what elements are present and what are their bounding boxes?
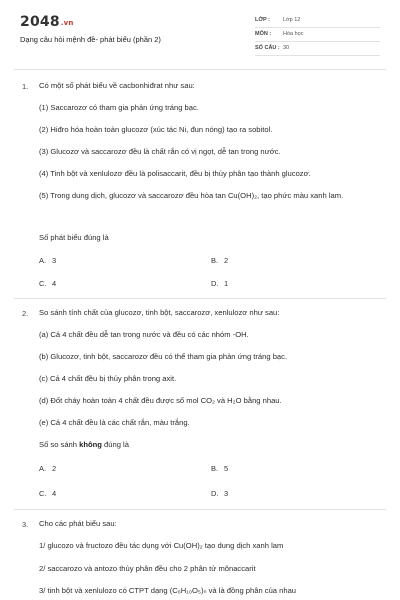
- question-2-option-b[interactable]: [211, 464, 228, 473]
- meta-class-value: Lớp 12: [283, 17, 301, 23]
- question-1-statement-4: (4) Tinh bột và xenlulozơ đều là polisaccarit, đều bị thủy phân tạo thành glucozơ.: [39, 169, 311, 178]
- question-2-number: 2.: [22, 309, 29, 318]
- question-2-statement-a: (a) Cả 4 chất đều dễ tan trong nước và đều có các nhóm -OH.: [39, 330, 249, 339]
- meta-question-count-key: SỐ CÂU :: [255, 45, 280, 51]
- meta-subject-key: MÔN :: [255, 31, 272, 37]
- question-2-statement-e: (e) Cả 4 chất đều là các chất rắn, màu trắng.: [39, 418, 190, 427]
- document-header: [0, 0, 400, 70]
- question-1-option-d[interactable]: [211, 279, 228, 288]
- logo-suffix: .vn: [60, 19, 74, 27]
- question-divider: [14, 298, 386, 299]
- option-text: 1: [224, 279, 229, 288]
- question-1-prompt: Số phát biểu đúng là: [39, 233, 109, 242]
- question-3-statement-1: 1/ glucozo và fructozo đều tác dụng với Cu(OH)₂ tạo dung dịch xanh lam: [39, 541, 284, 550]
- site-logo[interactable]: [20, 14, 74, 30]
- meta-question-count: [255, 42, 380, 56]
- option-letter: C.: [39, 279, 47, 288]
- question-1-statement-5: (5) Trong dung dịch, glucozơ và saccarozơ đều hòa tan Cu(OH)₂, tạo phức màu xanh lam.: [39, 191, 344, 200]
- question-1-number: 1.: [22, 82, 29, 91]
- meta-class: [255, 14, 380, 28]
- question-2-statement-c: (c) Cả 4 chất đều bị thủy phân trong axit.: [39, 374, 177, 383]
- option-text: 2: [52, 464, 57, 473]
- question-1-option-c[interactable]: [39, 279, 56, 288]
- prompt-prefix: Số so sánh: [39, 440, 77, 449]
- question-1-statement-1: (1) Saccarozơ có tham gia phản ứng tráng bạc.: [39, 103, 199, 112]
- meta-question-count-value: 30: [283, 45, 290, 51]
- question-2-option-d[interactable]: [211, 489, 228, 498]
- question-1-statement-3: (3) Glucozơ và saccarozơ đều là chất rắn có vị ngọt, dễ tan trong nước.: [39, 147, 281, 156]
- option-text: 4: [52, 279, 57, 288]
- question-2-stem: So sánh tính chất của glucozơ, tinh bột, saccarozơ, xenlulozơ như sau:: [39, 308, 280, 317]
- question-3-statement-2: 2/ saccarozo và antozo thủy phân đều cho 2 phân tử mônaccarit: [39, 564, 256, 573]
- option-text: 3: [224, 489, 229, 498]
- option-letter: A.: [39, 256, 47, 265]
- option-text: 4: [52, 489, 57, 498]
- question-2-prompt: [39, 440, 377, 451]
- question-2-statement-d: (d) Đốt cháy hoàn toàn 4 chất đều được số mol CO₂ và H₂O bằng nhau.: [39, 396, 282, 405]
- question-3-number: 3.: [22, 520, 29, 529]
- option-letter: B.: [211, 256, 219, 265]
- option-letter: A.: [39, 464, 47, 473]
- question-2-option-c[interactable]: [39, 489, 56, 498]
- meta-subject: [255, 28, 380, 42]
- option-text: 5: [224, 464, 229, 473]
- meta-class-key: LỚP :: [255, 17, 270, 23]
- option-letter: D.: [211, 489, 219, 498]
- question-1-option-a[interactable]: [39, 256, 56, 265]
- question-1-option-b[interactable]: [211, 256, 228, 265]
- option-letter: B.: [211, 464, 219, 473]
- option-text: 3: [52, 256, 57, 265]
- logo-text: 2048: [20, 14, 60, 30]
- question-1-stem: Có một số phát biểu về cacbonhiđrat như sau:: [39, 81, 195, 90]
- document-title: Dạng câu hỏi mệnh đề- phát biểu (phần 2): [20, 35, 161, 44]
- question-3-statement-3: 3/ tinh bột và xenlulozo có CTPT dạng (C₆H₁₀O₅)ₙ và là đồng phân của nhau: [39, 586, 297, 595]
- option-letter: C.: [39, 489, 47, 498]
- meta-subject-value: Hóa học: [283, 31, 304, 37]
- option-letter: D.: [211, 279, 219, 288]
- question-2-statement-b: (b) Glucozơ, tinh bột, saccarozơ đều có thể tham gia phản ứng tráng bạc.: [39, 352, 288, 361]
- prompt-suffix: đúng là: [104, 440, 129, 449]
- question-2-option-a[interactable]: [39, 464, 56, 473]
- question-divider: [14, 509, 386, 510]
- question-1-statement-2: (2) Hiđro hóa hoàn toàn glucozơ (xúc tác Ni, đun nóng) tạo ra sobitol.: [39, 125, 273, 134]
- header-divider: [14, 69, 386, 70]
- prompt-emphasis: không: [79, 440, 102, 449]
- question-3-stem: Cho các phát biểu sau:: [39, 519, 117, 528]
- option-text: 2: [224, 256, 229, 265]
